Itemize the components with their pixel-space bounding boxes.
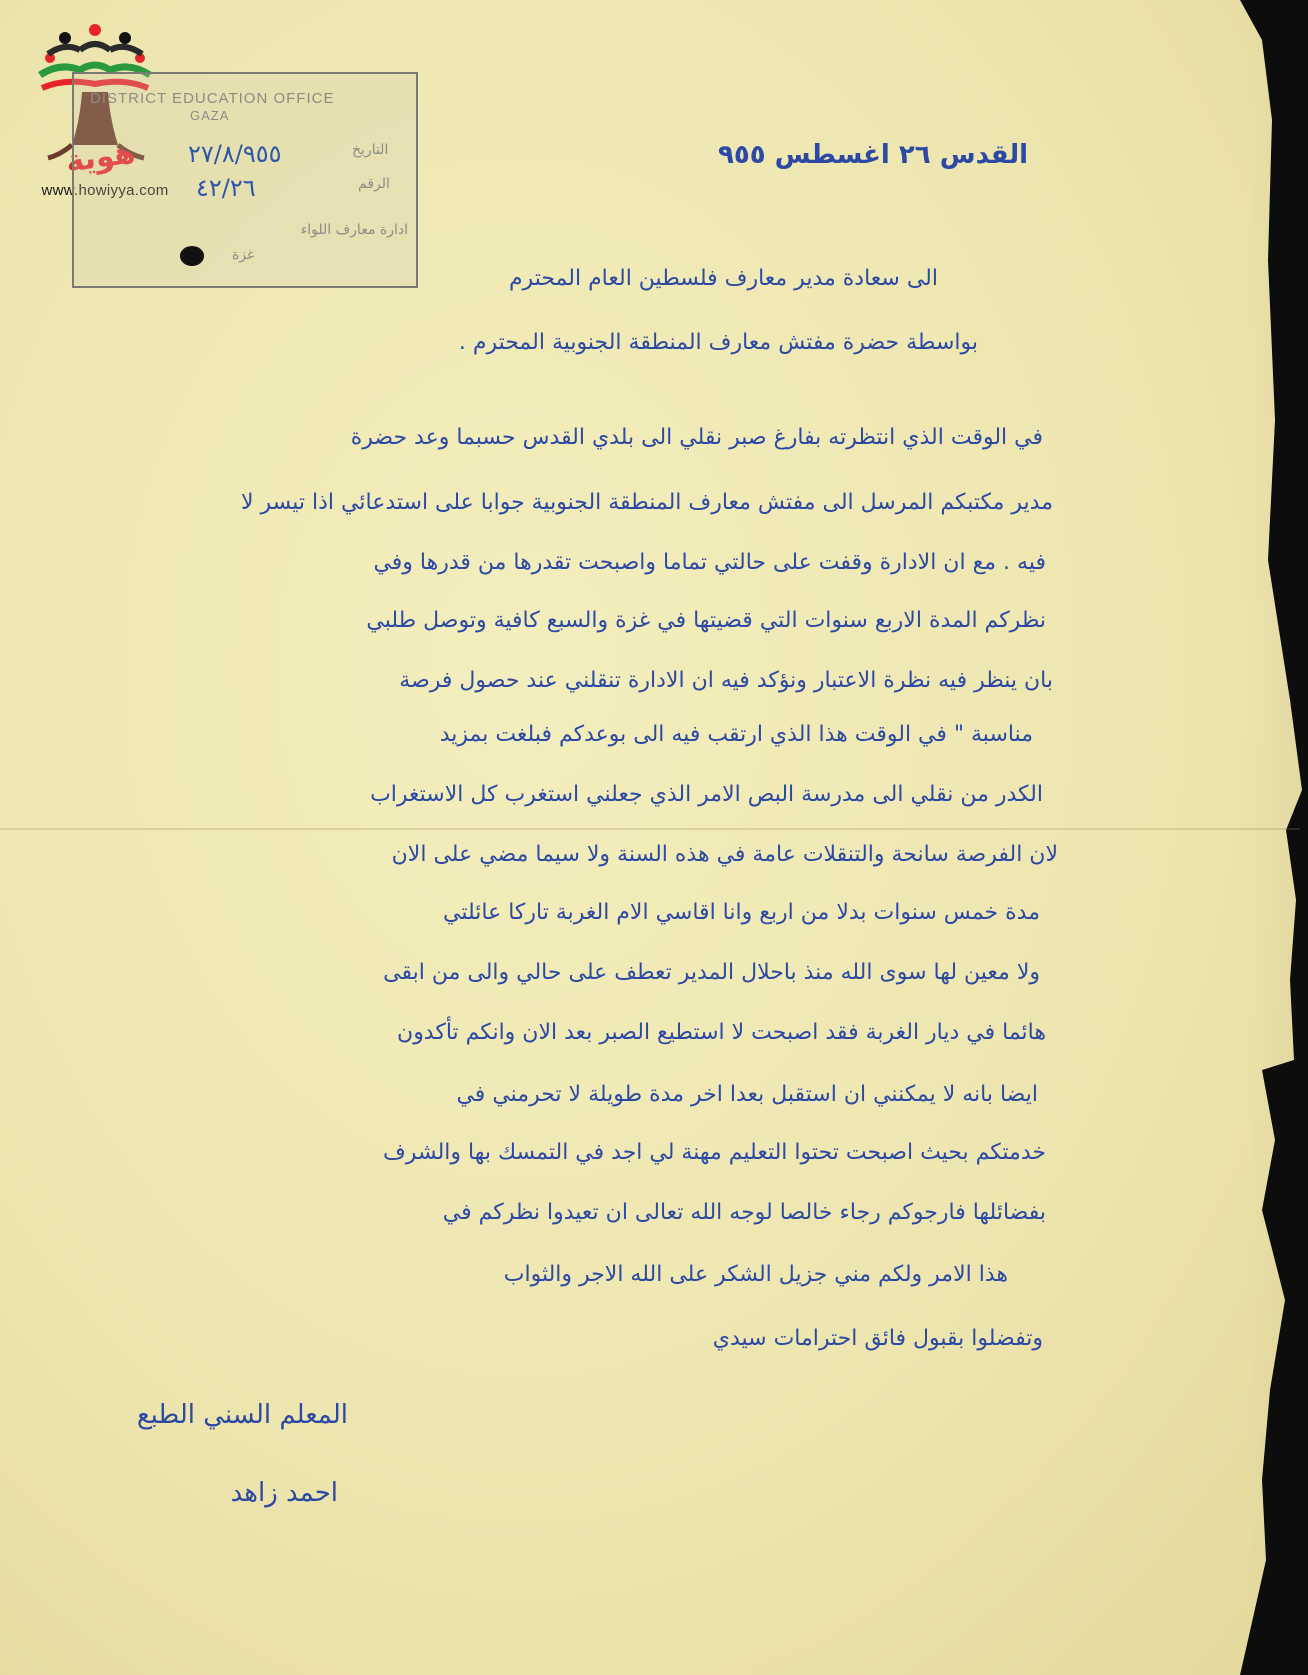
body-line: بفضائلها فارجوكم رجاء خالصا لوجه الله تعالى ان تعيدوا نظركم في — [442, 1200, 1046, 1225]
body-line: في الوقت الذي انتظرته بفارغ صبر نقلي الى بلدي القدس حسبما وعد حضرة — [350, 425, 1043, 450]
stamp-city-arabic: غزة — [232, 247, 255, 263]
body-line: مدة خمس سنوات بدلا من اربع وانا اقاسي الام الغربة تاركا عائلتي — [443, 900, 1040, 925]
body-line: هائما في ديار الغربة فقد اصبحت لا استطيع الصبر بعد الان وانكم تأكدون — [397, 1020, 1046, 1045]
stamp-city: GAZA — [190, 108, 230, 123]
ink-blot — [180, 246, 204, 266]
signature-name: احمد زاهد — [230, 1478, 338, 1508]
stamp-office-name: DISTRICT EDUCATION OFFICE — [90, 90, 335, 107]
fold-crease — [0, 828, 1300, 830]
signature-title: المعلم السني الطبع — [136, 1400, 348, 1430]
body-line: مدير مكتبكم المرسل الى مفتش معارف المنطقة الجنوبية جوابا على استدعائي اذا تيسر لا — [240, 490, 1053, 515]
body-line: ولا معين لها سوى الله منذ باحلال المدير تعطف على حالي والى من ابقى — [383, 960, 1040, 985]
body-line: مناسبة " في الوقت هذا الذي ارتقب فيه الى بوعدكم فبلغت بمزيد — [439, 722, 1033, 747]
recipient-line-1: الى سعادة مدير معارف فلسطين العام المحترم — [508, 266, 938, 291]
stamp-date-value: ٢٧/٨/٩٥٥ — [188, 140, 282, 168]
logo-url: www.howiyya.com — [41, 182, 169, 199]
body-line: لان الفرصة سانحة والتنقلات عامة في هذه السنة ولا سيما مضي على الان — [391, 842, 1058, 867]
body-line: نظركم المدة الاربع سنوات التي قضيتها في غزة والسبع كافية وتوصل طلبي — [366, 608, 1046, 633]
recipient-line-2: بواسطة حضرة مفتش معارف المنطقة الجنوبية المحترم . — [458, 330, 978, 355]
stamp-office-arabic: ادارة معارف اللواء — [300, 222, 408, 238]
stamp-number-value: ٤٢/٢٦ — [196, 174, 256, 202]
stamp-number-label: الرقم — [358, 176, 390, 192]
closing-line: وتفضلوا بقبول فائق احترامات سيدي — [712, 1326, 1043, 1351]
stamp-date-label: التاريخ — [352, 142, 389, 158]
body-line: فيه . مع ان الادارة وقفت على حالتي تماما واصبحت تقدرها من قدرها وفي — [373, 550, 1046, 575]
body-line: الكدر من نقلي الى مدرسة البص الامر الذي جعلني استغرب كل الاستغراب — [370, 782, 1043, 807]
body-line: ايضا بانه لا يمكنني ان استقبل بعدا اخر مدة طويلة لا تحرمني في — [456, 1082, 1038, 1107]
paper-shading — [1248, 0, 1308, 1675]
body-line: هذا الامر ولكم مني جزيل الشكر على الله الاجر والثواب — [503, 1262, 1008, 1287]
logo-wordmark: هوية — [63, 135, 138, 180]
body-line: بان ينظر فيه نظرة الاعتبار ونؤكد فيه ان الادارة تنقلني عند حصول فرصة — [399, 668, 1053, 693]
body-line: خدمتكم بحيث اصبحت تحتوا التعليم مهنة لي اجد في التمسك بها والشرف — [383, 1140, 1046, 1165]
letter-dateline: القدس ٢٦ اغسطس ٩٥٥ — [717, 140, 1028, 170]
